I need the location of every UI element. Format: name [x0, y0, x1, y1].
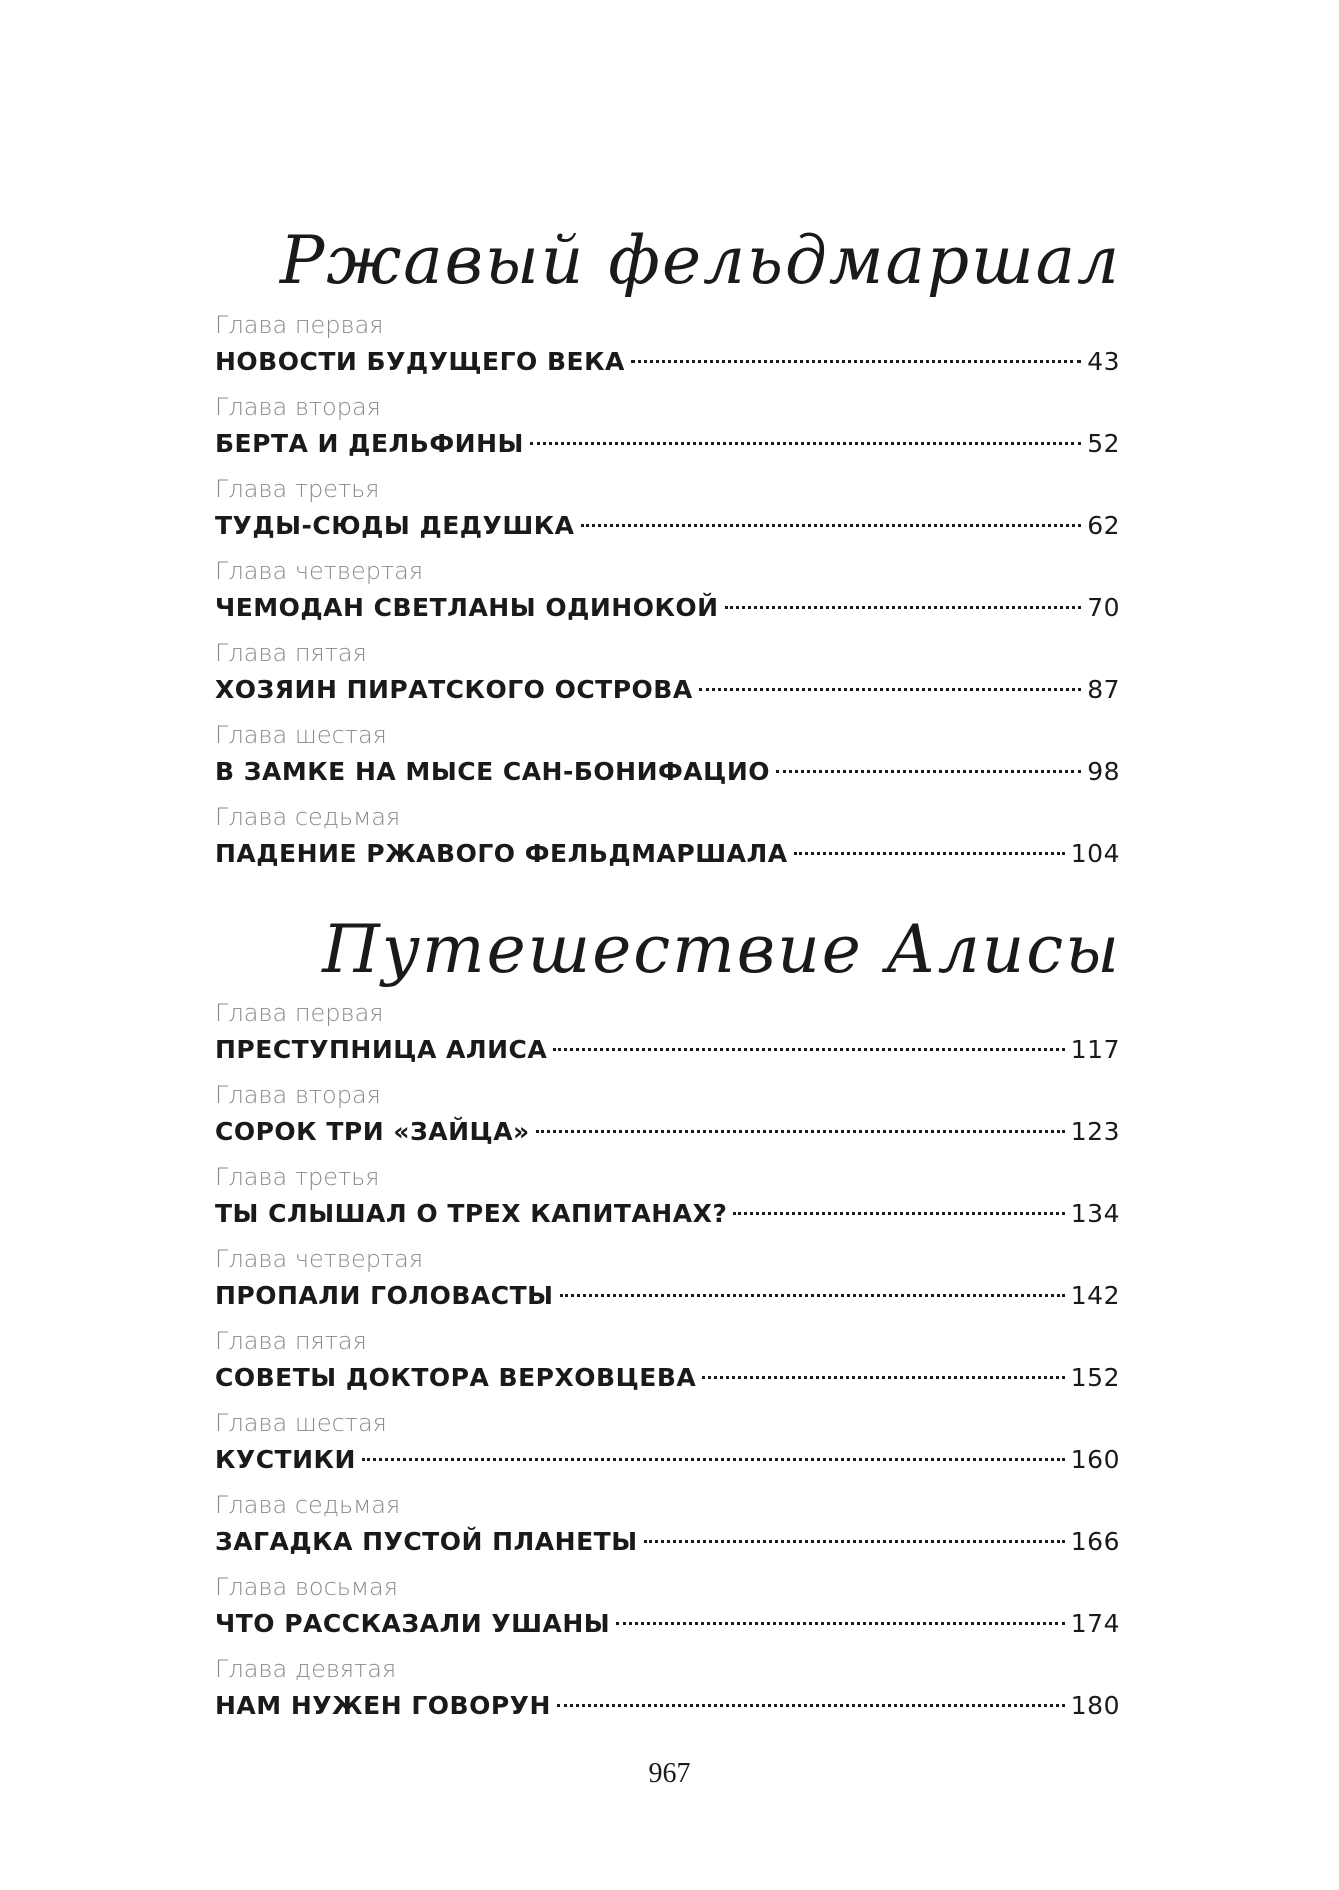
dot-leader — [581, 524, 1082, 527]
dot-leader — [776, 770, 1081, 773]
chapter-title: ЧЕМОДАН СВЕТЛАНЫ ОДИНОКОЙ — [215, 593, 719, 622]
toc-entry[interactable] — [215, 1324, 1120, 1406]
chapter-page-number: 104 — [1070, 839, 1120, 868]
entry-line — [215, 834, 1120, 874]
entry-line — [215, 506, 1120, 546]
chapter-label: Глава шестая — [215, 721, 387, 749]
entry-line — [215, 752, 1120, 792]
chapter-page-number: 134 — [1070, 1199, 1120, 1228]
chapter-page-number: 87 — [1087, 675, 1120, 704]
toc-entry[interactable] — [215, 800, 1120, 882]
toc-entry[interactable] — [215, 636, 1120, 718]
chapter-page-number: 62 — [1087, 511, 1120, 540]
chapter-label: Глава девятая — [215, 1655, 397, 1683]
chapter-title: НАМ НУЖЕН ГОВОРУН — [215, 1691, 551, 1720]
chapter-label: Глава пятая — [215, 639, 367, 667]
chapter-title: ПРОПАЛИ ГОЛОВАСТЫ — [215, 1281, 554, 1310]
entry-line — [215, 1112, 1120, 1152]
chapter-title: ЧТО РАССКАЗАЛИ УШАНЫ — [215, 1609, 611, 1638]
chapter-title: ТЫ СЛЫШАЛ О ТРЕХ КАПИТАНАХ? — [215, 1199, 728, 1228]
chapter-label: Глава восьмая — [215, 1573, 398, 1601]
chapter-label: Глава пятая — [215, 1327, 367, 1355]
chapter-page-number: 160 — [1070, 1445, 1120, 1474]
dot-leader — [733, 1212, 1064, 1215]
chapter-title: ПРЕСТУПНИЦА АЛИСА — [215, 1035, 548, 1064]
entry-line — [215, 1604, 1120, 1644]
chapter-page-number: 166 — [1070, 1527, 1120, 1556]
toc-entry[interactable] — [215, 1160, 1120, 1242]
toc-entry[interactable] — [215, 1242, 1120, 1324]
toc-entry[interactable] — [215, 1652, 1120, 1734]
toc-entry[interactable] — [215, 718, 1120, 800]
chapter-page-number: 142 — [1070, 1281, 1120, 1310]
chapter-title: КУСТИКИ — [215, 1445, 356, 1474]
toc-list — [215, 996, 1120, 1734]
toc-list — [215, 308, 1120, 882]
dot-leader — [553, 1048, 1065, 1051]
dot-leader — [560, 1294, 1065, 1297]
chapter-title: БЕРТА И ДЕЛЬФИНЫ — [215, 429, 524, 458]
dot-leader — [702, 1376, 1065, 1379]
entry-line — [215, 588, 1120, 628]
section-title: Ржавый фельдмаршал — [279, 222, 1121, 299]
chapter-title: СОВЕТЫ ДОКТОРА ВЕРХОВЦЕВА — [215, 1363, 697, 1392]
entry-line — [215, 670, 1120, 710]
chapter-title: ТУДЫ-СЮДЫ ДЕДУШКА — [215, 511, 575, 540]
dot-leader — [616, 1622, 1065, 1625]
entry-line — [215, 342, 1120, 382]
chapter-label: Глава первая — [215, 311, 384, 339]
toc-entry[interactable] — [215, 1406, 1120, 1488]
chapter-page-number: 117 — [1070, 1035, 1120, 1064]
chapter-label: Глава шестая — [215, 1409, 387, 1437]
toc-entry[interactable] — [215, 390, 1120, 472]
chapter-page-number: 52 — [1087, 429, 1120, 458]
entry-line — [215, 1030, 1120, 1070]
chapter-label: Глава третья — [215, 1163, 380, 1191]
chapter-page-number: 98 — [1087, 757, 1120, 786]
entry-line — [215, 1440, 1120, 1480]
entry-line — [215, 1358, 1120, 1398]
chapter-page-number: 152 — [1070, 1363, 1120, 1392]
entry-line — [215, 424, 1120, 464]
toc-entry[interactable] — [215, 1078, 1120, 1160]
toc-entry[interactable] — [215, 308, 1120, 390]
chapter-page-number: 180 — [1070, 1691, 1120, 1720]
chapter-title: ПАДЕНИЕ РЖАВОГО ФЕЛЬДМАРШАЛА — [215, 839, 788, 868]
entry-line — [215, 1522, 1120, 1562]
chapter-label: Глава третья — [215, 475, 380, 503]
chapter-label: Глава четвертая — [215, 1245, 424, 1273]
dot-leader — [530, 442, 1081, 445]
toc-entry[interactable] — [215, 996, 1120, 1078]
chapter-title: ХОЗЯИН ПИРАТСКОГО ОСТРОВА — [215, 675, 693, 704]
chapter-title: СОРОК ТРИ «ЗАЙЦА» — [215, 1117, 530, 1146]
chapter-title: НОВОСТИ БУДУЩЕГО ВЕКА — [215, 347, 625, 376]
toc-entry[interactable] — [215, 472, 1120, 554]
entry-line — [215, 1686, 1120, 1726]
chapter-title: В ЗАМКЕ НА МЫСЕ САН-БОНИФАЦИО — [215, 757, 771, 786]
chapter-page-number: 70 — [1087, 593, 1120, 622]
chapter-page-number: 123 — [1070, 1117, 1120, 1146]
chapter-label: Глава седьмая — [215, 803, 401, 831]
dot-leader — [725, 606, 1082, 609]
chapter-page-number: 174 — [1070, 1609, 1120, 1638]
dot-leader — [699, 688, 1081, 691]
dot-leader — [536, 1130, 1065, 1133]
page-number: 967 — [648, 1758, 691, 1789]
chapter-label: Глава седьмая — [215, 1491, 401, 1519]
toc-entry[interactable] — [215, 554, 1120, 636]
toc-entry[interactable] — [215, 1488, 1120, 1570]
dot-leader — [794, 852, 1065, 855]
section-title: Путешествие Алисы — [322, 911, 1121, 988]
chapter-title: ЗАГАДКА ПУСТОЙ ПЛАНЕТЫ — [215, 1527, 638, 1556]
entry-line — [215, 1276, 1120, 1316]
dot-leader — [362, 1458, 1065, 1461]
toc-entry[interactable] — [215, 1570, 1120, 1652]
chapter-label: Глава первая — [215, 999, 384, 1027]
entry-line — [215, 1194, 1120, 1234]
dot-leader — [644, 1540, 1065, 1543]
chapter-page-number: 43 — [1087, 347, 1120, 376]
dot-leader — [631, 360, 1081, 363]
chapter-label: Глава вторая — [215, 393, 381, 421]
dot-leader — [557, 1704, 1065, 1707]
chapter-label: Глава четвертая — [215, 557, 424, 585]
chapter-label: Глава вторая — [215, 1081, 381, 1109]
